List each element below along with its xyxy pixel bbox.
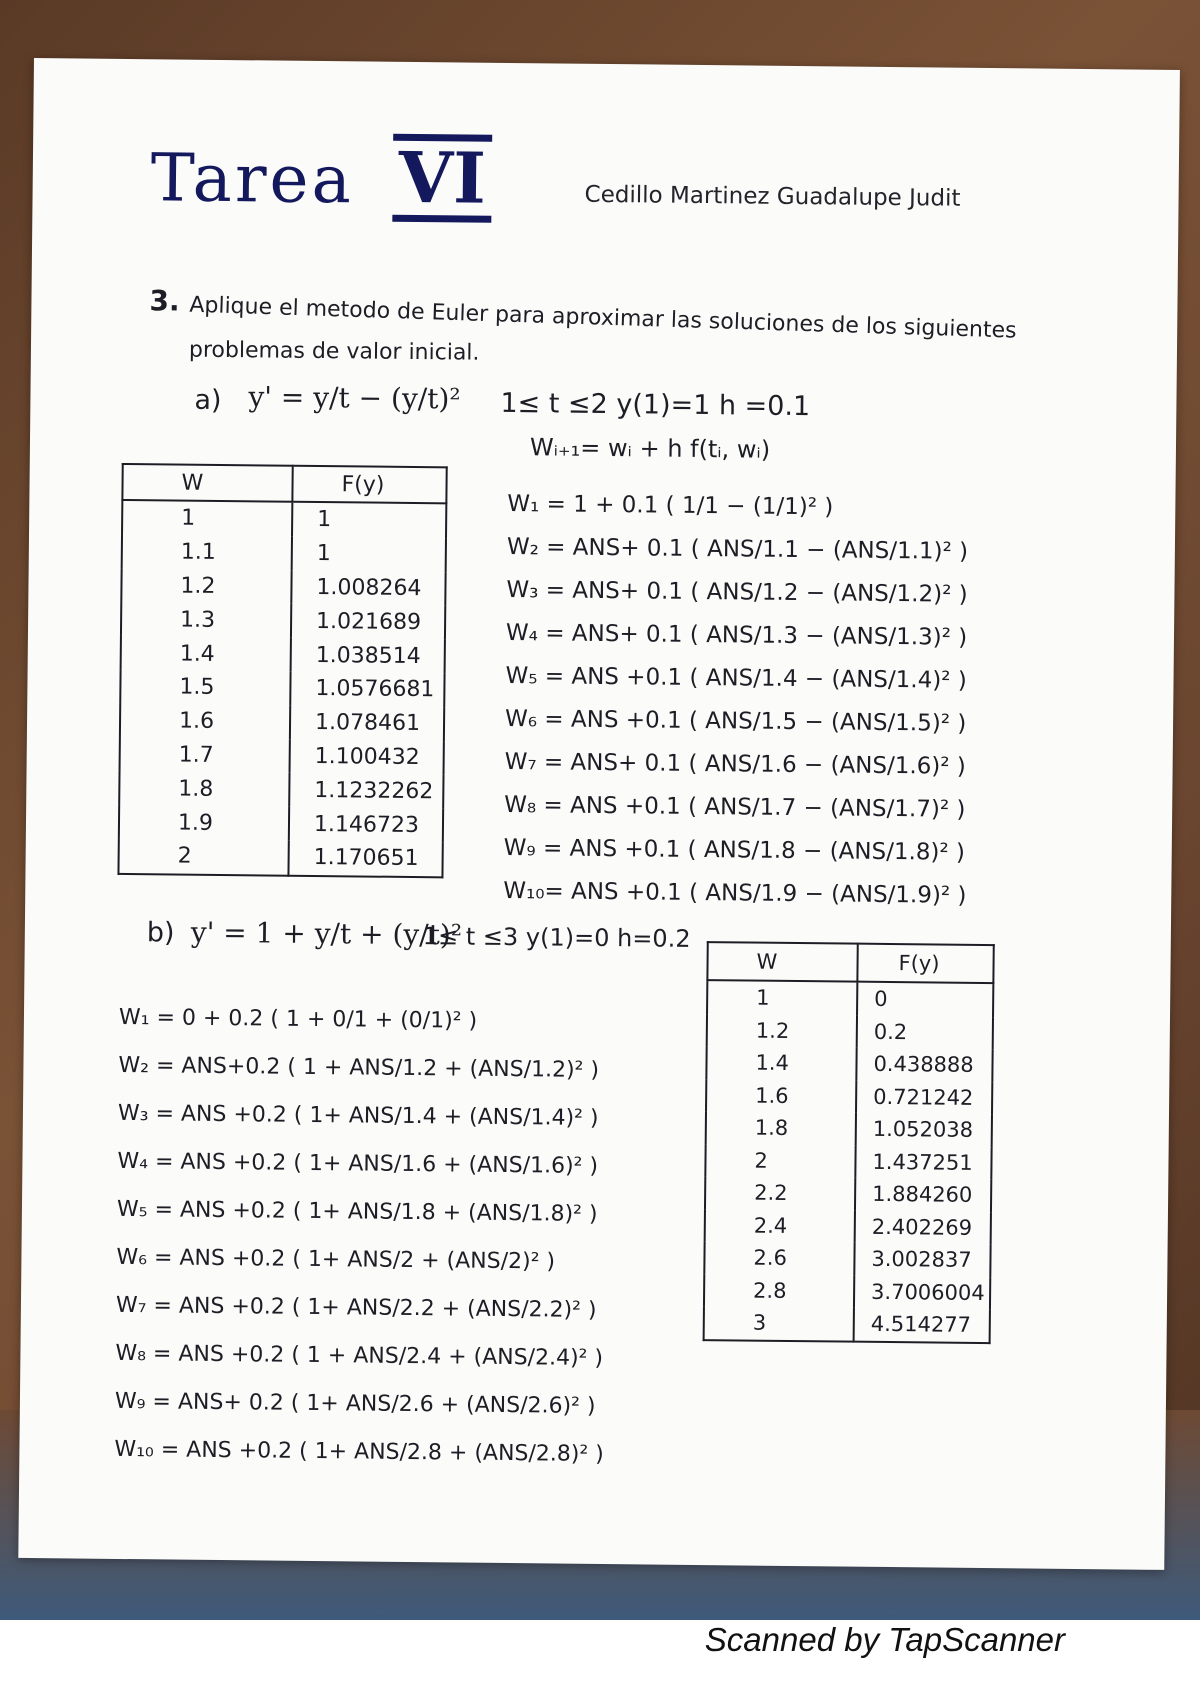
- table-row: [704, 1274, 990, 1309]
- cell-fy: 4.514277: [854, 1308, 990, 1343]
- step-line: W₇ = ANS +0.2 ( 1+ ANS/2.2 + (ANS/2.2)² ): [115, 1292, 597, 1323]
- table-header-w: W: [707, 942, 857, 982]
- cell-w: 2: [118, 839, 288, 876]
- scanner-watermark: Scanned by TapScanner: [704, 1621, 1065, 1658]
- part-b-label: b): [146, 917, 175, 949]
- cell-w: 3: [704, 1306, 854, 1341]
- cell-w: 1: [707, 980, 857, 1015]
- cell-fy: 0.2: [857, 1015, 993, 1049]
- table-header-fy: F(y): [292, 466, 446, 504]
- cell-w: 1: [122, 500, 292, 537]
- table-row: [122, 500, 446, 538]
- table-row: [120, 704, 444, 741]
- part-b-equation: y' = 1 + y/t + (y/t)²: [190, 915, 463, 952]
- step-line: W₉ = ANS+ 0.2 ( 1+ ANS/2.6 + (ANS/2.6)² ): [114, 1388, 596, 1419]
- step-line: W₄ = ANS+ 0.1 ( ANS/1.3 − (ANS/1.3)² ): [505, 619, 968, 651]
- cell-w: 1.4: [121, 636, 291, 672]
- cell-fy: 1.008264: [291, 570, 445, 605]
- cell-fy: 1.437251: [855, 1145, 991, 1179]
- table-header-w: W: [122, 464, 292, 502]
- page-title-numeral: VI: [392, 134, 492, 223]
- cell-w: 1.9: [119, 805, 289, 841]
- cell-fy: 1.1232262: [289, 773, 443, 808]
- cell-fy: 1.021689: [291, 604, 445, 639]
- cell-fy: 1.100432: [290, 739, 444, 774]
- step-line: W₁ = 1 + 0.1 ( 1/1 − (1/1)² ): [507, 490, 834, 521]
- problem-number: 3.: [149, 284, 180, 318]
- cell-w: 1.5: [120, 670, 290, 706]
- cell-fy: 0.438888: [856, 1048, 992, 1082]
- step-line: W₆ = ANS +0.2 ( 1+ ANS/2 + (ANS/2)² ): [116, 1244, 556, 1275]
- cell-w: 1.6: [706, 1079, 856, 1113]
- step-line: W₇ = ANS+ 0.1 ( ANS/1.6 − (ANS/1.6)² ): [504, 748, 966, 780]
- cell-fy: 1.0576681: [290, 672, 444, 707]
- cell-w: 2.4: [705, 1209, 855, 1243]
- cell-w: 1.7: [120, 738, 290, 774]
- author-name: Cedillo Martinez Guadalupe Judit: [584, 181, 961, 212]
- step-line: W₅ = ANS +0.1 ( ANS/1.4 − (ANS/1.4)² ): [505, 662, 967, 694]
- table-row: [706, 1079, 992, 1114]
- step-line: W₁₀= ANS +0.1 ( ANS/1.9 − (ANS/1.9)² ): [503, 877, 967, 909]
- cell-w: 1.8: [706, 1111, 856, 1145]
- cell-w: 1.4: [706, 1046, 856, 1080]
- part-a-label: a): [194, 384, 222, 416]
- step-line: W₄ = ANS +0.2 ( 1+ ANS/1.6 + (ANS/1.6)² ): [117, 1148, 599, 1179]
- step-line: W₈ = ANS +0.2 ( 1 + ANS/2.4 + (ANS/2.4)² ): [115, 1340, 604, 1372]
- part-a-conditions: 1≤ t ≤2 y(1)=1 h =0.1: [500, 387, 811, 423]
- euler-formula: Wᵢ₊₁= wᵢ + h f(tᵢ, wᵢ): [529, 433, 771, 464]
- cell-fy: 1.078461: [290, 706, 444, 741]
- part-a-equation: y' = y/t − (y/t)²: [248, 380, 461, 416]
- table-row: [704, 1241, 990, 1276]
- cell-w: 2.2: [705, 1176, 855, 1210]
- cell-w: 1.1: [122, 535, 292, 571]
- cell-fy: 0: [857, 982, 993, 1017]
- step-line: W₆ = ANS +0.1 ( ANS/1.5 − (ANS/1.5)² ): [504, 705, 967, 737]
- table-row: [119, 771, 443, 808]
- cell-fy: 3.002837: [854, 1243, 990, 1277]
- table-row: [705, 1209, 991, 1244]
- page-title: Tarea: [150, 139, 355, 219]
- paper-sheet: [18, 58, 1180, 1570]
- table-row: [118, 839, 442, 877]
- table-row: [707, 980, 993, 1016]
- step-line: W₃ = ANS+ 0.1 ( ANS/1.2 − (ANS/1.2)² ): [506, 576, 968, 608]
- step-line: W₁ = 0 + 0.2 ( 1 + 0/1 + (0/1)² ): [118, 1004, 478, 1034]
- problem-statement-line2: problemas de valor inicial.: [188, 337, 480, 366]
- cell-w: 2.6: [704, 1241, 854, 1275]
- part-b-conditions: 1≤ t ≤3 y(1)=0 h=0.2: [422, 922, 691, 953]
- table-row: [706, 1046, 992, 1081]
- cell-fy: 1.884260: [855, 1178, 991, 1212]
- cell-fy: 0.721242: [856, 1080, 992, 1114]
- cell-w: 1.6: [120, 704, 290, 740]
- table-row: [121, 636, 445, 673]
- step-line: W₉ = ANS +0.1 ( ANS/1.8 − (ANS/1.8)² ): [503, 834, 966, 866]
- cell-w: 1.2: [121, 569, 291, 605]
- part-a-results-table: [117, 463, 447, 878]
- table-row: [121, 569, 445, 606]
- table-row: [705, 1176, 991, 1211]
- step-line: W₈ = ANS +0.1 ( ANS/1.7 − (ANS/1.7)² ): [504, 791, 966, 823]
- cell-fy: 1: [292, 537, 446, 572]
- cell-fy: 2.402269: [855, 1210, 991, 1244]
- cell-fy: 1.170651: [288, 841, 442, 877]
- step-line: W₃ = ANS +0.2 ( 1+ ANS/1.4 + (ANS/1.4)² ): [117, 1100, 599, 1131]
- cell-w: 1.2: [707, 1014, 857, 1048]
- cell-fy: 1: [292, 502, 446, 538]
- cell-w: 1.8: [119, 771, 289, 807]
- cell-fy: 1.038514: [291, 638, 445, 673]
- step-line: W₂ = ANS+0.2 ( 1 + ANS/1.2 + (ANS/1.2)² ): [118, 1052, 600, 1083]
- table-row: [707, 1014, 993, 1049]
- step-line: W₂ = ANS+ 0.1 ( ANS/1.1 − (ANS/1.1)² ): [506, 533, 969, 565]
- cell-fy: 1.052038: [856, 1113, 992, 1147]
- table-row: [706, 1111, 992, 1146]
- part-a-steps: [503, 483, 971, 918]
- cell-w: 1.3: [121, 602, 291, 638]
- part-b-results-table: [703, 941, 995, 1343]
- cell-fy: 3.7006004: [854, 1275, 990, 1309]
- table-row: [122, 535, 446, 572]
- cell-w: 2: [705, 1144, 855, 1178]
- cell-w: 2.8: [704, 1274, 854, 1308]
- table-row: [704, 1306, 990, 1342]
- table-header-fy: F(y): [857, 944, 993, 983]
- table-row: [120, 738, 444, 775]
- table-row: [705, 1144, 991, 1179]
- table-row: [120, 670, 444, 707]
- table-row: [121, 602, 445, 639]
- problem-statement-line1: Aplique el metodo de Euler para aproximar las soluciones de los siguientes: [189, 292, 1017, 344]
- step-line: W₁₀ = ANS +0.2 ( 1+ ANS/2.8 + (ANS/2.8)² ): [114, 1436, 604, 1468]
- table-row: [119, 805, 443, 842]
- step-line: W₅ = ANS +0.2 ( 1+ ANS/1.8 + (ANS/1.8)² ): [116, 1196, 598, 1227]
- cell-fy: 1.146723: [289, 807, 443, 842]
- part-b-steps: [114, 994, 608, 1479]
